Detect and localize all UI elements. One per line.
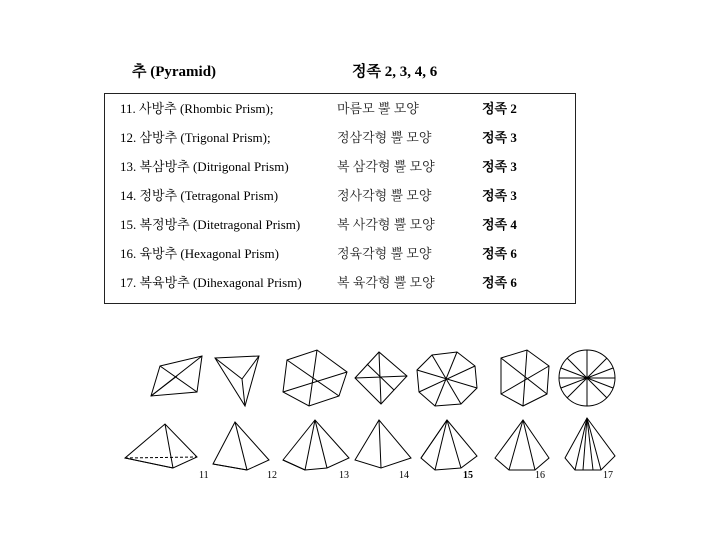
pyramid-shape: 정삼각형 뿔 모양 [337, 130, 432, 145]
pyramid-15-side-view [421, 420, 477, 470]
figure-label-14: 14 [399, 470, 409, 481]
pyramid-symmetry: 정족 6 [482, 246, 517, 261]
pyramid-name: 11. 사방추 (Rhombic Prism); [120, 101, 274, 116]
pyramid-symmetry: 정족 3 [482, 159, 517, 174]
table-row [105, 128, 575, 148]
pyramid-13-top-view [283, 350, 347, 406]
pyramid-13-side-view [283, 420, 349, 470]
pyramid-table [104, 93, 576, 304]
pyramid-symmetry: 정족 6 [482, 275, 517, 290]
symmetry-heading: 정족 2, 3, 4, 6 [352, 64, 438, 80]
pyramid-name: 12. 삼방추 (Trigonal Prism); [120, 130, 271, 145]
pyramid-12-top-view [215, 356, 259, 406]
table-row [105, 273, 575, 293]
table-row [105, 215, 575, 235]
table-row [105, 186, 575, 206]
pyramid-shape: 복 삼각형 뿔 모양 [337, 159, 435, 174]
pyramid-symmetry: 정족 4 [482, 217, 517, 232]
pyramid-15-top-view [417, 352, 477, 406]
table-row [105, 99, 575, 119]
pyramid-shape: 복 육각형 뿔 모양 [337, 275, 435, 290]
figure-label-15: 15 [463, 470, 473, 481]
table-row [105, 157, 575, 177]
pyramid-drawings [117, 340, 617, 490]
pyramid-shape: 정육각형 뿔 모양 [337, 246, 432, 261]
pyramid-name: 13. 복삼방추 (Ditrigonal Prism) [120, 159, 289, 174]
pyramid-12-side-view [213, 422, 269, 470]
pyramid-symmetry: 정족 3 [482, 130, 517, 145]
pyramid-11-top-view [151, 356, 202, 396]
pyramid-name: 14. 정방추 (Tetragonal Prism) [120, 188, 279, 203]
figure-label-11: 11 [199, 470, 209, 481]
pyramid-symmetry: 정족 2 [482, 101, 517, 116]
pyramid-14-side-view [355, 420, 411, 468]
pyramid-16-side-view [495, 420, 549, 470]
pyramid-17-top-view [559, 350, 615, 406]
figure-label-12: 12 [267, 470, 277, 481]
pyramid-symmetry: 정족 3 [482, 188, 517, 203]
pyramid-name: 16. 육방추 (Hexagonal Prism) [120, 246, 279, 261]
figure-label-17: 17 [603, 470, 613, 481]
pyramid-11-side-view [125, 424, 197, 468]
figure-label-16: 16 [535, 470, 545, 481]
pyramid-17-side-view [565, 418, 615, 470]
pyramid-name: 17. 복육방추 (Dihexagonal Prism) [120, 275, 302, 290]
pyramid-shape: 마름모 뿔 모양 [337, 101, 419, 116]
pyramid-heading: 추 (Pyramid) [132, 64, 217, 80]
pyramid-name: 15. 복정방추 (Ditetragonal Prism) [120, 217, 301, 232]
figure-label-13: 13 [339, 470, 349, 481]
pyramid-14-top-view [355, 352, 407, 404]
table-row [105, 244, 575, 264]
pyramid-shape: 복 사각형 뿔 모양 [337, 217, 435, 232]
pyramid-shape: 정사각형 뿔 모양 [337, 188, 432, 203]
pyramid-16-top-view [501, 350, 549, 406]
